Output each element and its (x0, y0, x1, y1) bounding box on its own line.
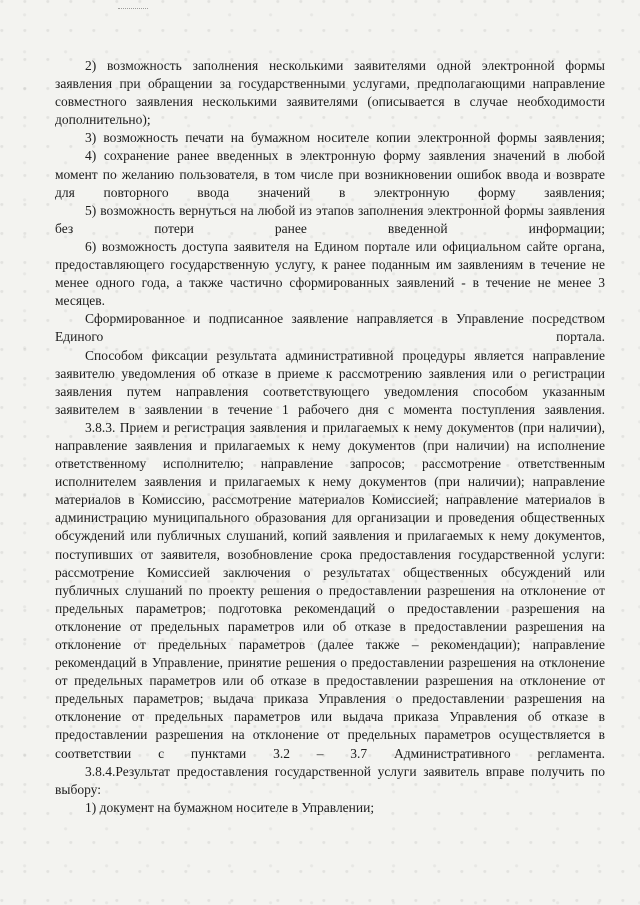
paragraph-item-6: 6) возможность доступа заявителя на Едином портале или официальном сайте органа, предоставляющего государственную услугу, к ранее поданным им заявлениям в течение не менее одного года, а также частично сформированных заявлений - в течение не менее 3 месяцев. (55, 238, 605, 309)
paragraph-submission: Сформированное и подписанное заявление направляется в Управление посредством Единого портала. (55, 311, 605, 345)
paragraph-3-8-3: 3.8.3. Прием и регистрация заявления и прилагаемых к нему документов (при наличии), направление заявления и прилагаемых к нему документов (при наличии) на исполнение ответственному исполнителю; направление запросов; рассмотрение ответственным исполнителем заявления и прилагаемых к нему документов (при наличии); направление материалов в Комиссию, рассмотрение материалов Комиссией; направление материалов в администрацию муниципального образования для организации и проведения общественных обсуждений или публичных слушаний, копий заявления и прилагаемых к нему документов, поступивших от заявителя, возобновление срока предоставления государственной услуги: рассмотрение Комиссией заключения о результатах общественных обсуждений или публичных слушаний по проекту решения о предоставлении разрешения на отклонение от предельных параметров; подготовка рекомендаций о предоставлении разрешения на отклонение от предельных параметров или об отказе в предоставлении разрешения на отклонение от предельных параметров (далее также – рекомендации); направление рекомендаций в Управление, принятие решения о предоставлении разрешения на отклонение от предельных параметров или об отказе в предоставлении разрешения на отклонение от предельных параметров; выдача приказа Управления о предоставлении разрешения на отклонение от предельных параметров или выдача приказа Управления об отказе в предоставлении разрешения на отклонение от предельных параметров осуществляется в соответствии с пунктами 3.2 – 3.7 Административного регламента. (55, 419, 605, 761)
document-body (55, 57, 605, 817)
paragraph-result-option-1: 1) документ на бумажном носителе в Управлении; (85, 799, 375, 815)
paragraph-item-4: 4) сохранение ранее введенных в электронную форму заявления значений в любой момент по желанию пользователя, в том числе при возникновении ошибок ввода и возврате для повторного ввода значений в электронную форму заявления; (55, 148, 605, 200)
paragraph-item-2: 2) возможность заполнения несколькими заявителями одной электронной формы заявления при обращении за государственными услугами, предполагающими направление совместного заявления несколькими заявителями (описывается в случае необходимости дополнительно); (55, 58, 605, 128)
paragraph-fixation-method: Способом фиксации результата административной процедуры является направление заявителю уведомления об отказе в приеме к рассмотрению заявления или о регистрации заявления путем направления соответствующего уведомления способом указанным заявителем в заявлении в течение 1 рабочего дня с момента поступления заявления. (55, 347, 605, 417)
paragraph-item-3: 3) возможность печати на бумажном носителе копии электронной формы заявления; (85, 130, 605, 146)
paragraph-item-5: 5) возможность вернуться на любой из этапов заполнения электронной формы заявления без потери ранее введенной информации; (55, 202, 605, 236)
scan-artifact (118, 0, 148, 9)
paragraph-3-8-4: 3.8.4.Результат предоставления государственной услуги заявитель вправе получить по выбору: (55, 763, 605, 797)
